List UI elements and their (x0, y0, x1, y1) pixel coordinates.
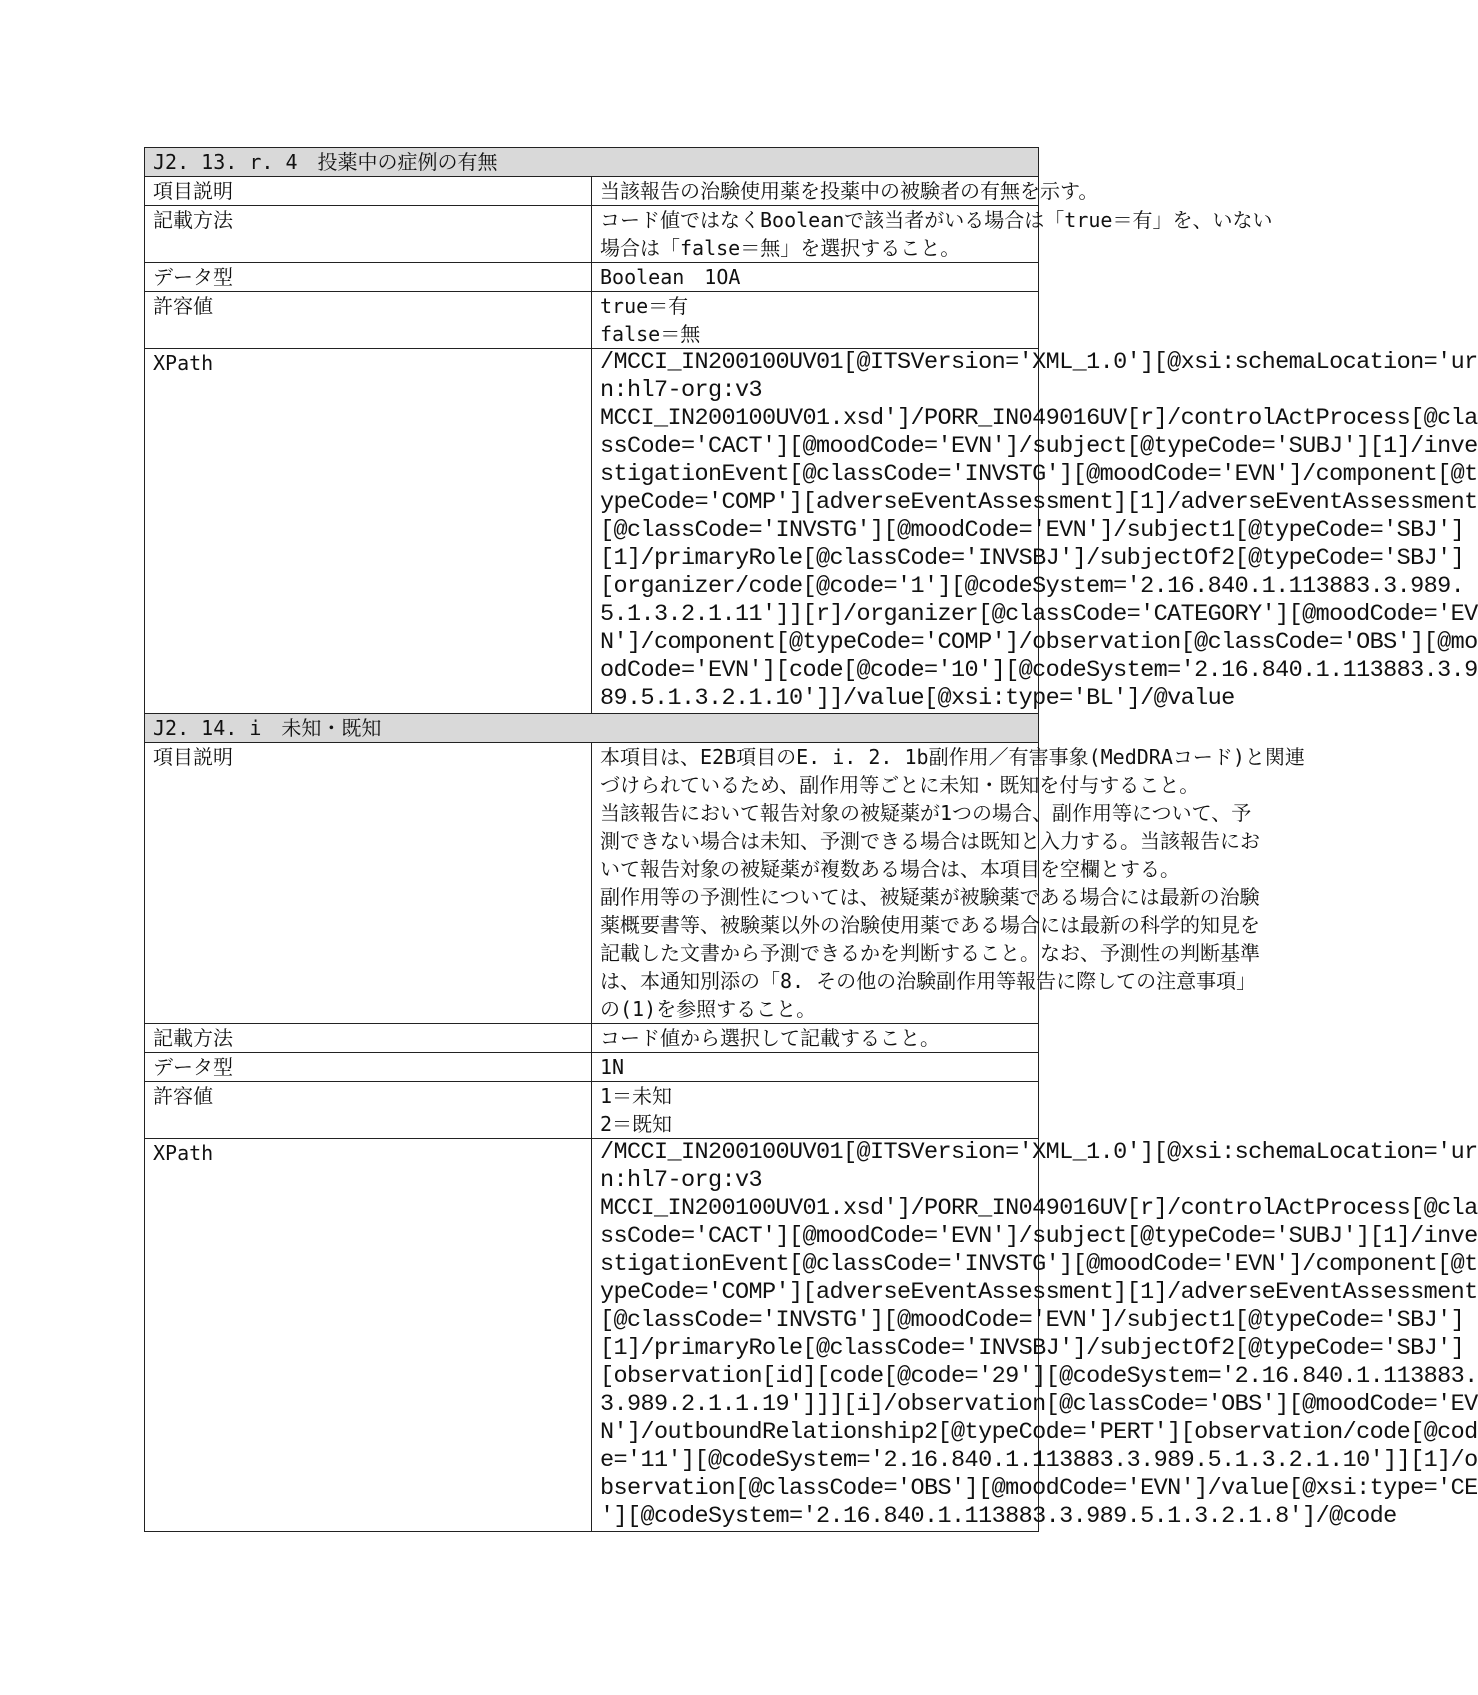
value-line: true＝有 (600, 294, 689, 318)
value-line: の(1)を参照すること。 (600, 997, 817, 1021)
table-row (145, 206, 1039, 263)
value-line: 3.989.2.1.1.19']]][i]/observation[@classCode='OBS'][@moodCode='EV (600, 1391, 1478, 1418)
value-line: は、本通知別添の「8. その他の治験副作用等報告に際しての注意事項」 (600, 969, 1257, 993)
value-line: 当該報告において報告対象の被疑薬が1つの場合、副作用等について、予 (600, 801, 1252, 825)
value-line: ypeCode='COMP'][adverseEventAssessment][1]/adverseEventAssessment (600, 1279, 1478, 1306)
row-label: 記載方法 (145, 206, 592, 263)
value-line: づけられているため、副作用等ごとに未知・既知を付与すること。 (600, 773, 1200, 797)
row-label: 記載方法 (145, 1024, 592, 1053)
value-line: 記載した文書から予測できるかを判断すること。なお、予測性の判断基準 (600, 941, 1260, 965)
section-title: J2. 13. r. 4 投薬中の症例の有無 (145, 148, 1039, 177)
value-line: stigationEvent[@classCode='INVSTG'][@moodCode='EVN']/component[@t (600, 1251, 1478, 1278)
value-line: 1N (600, 1055, 625, 1079)
value-line: コード値から選択して記載すること。 (600, 1026, 940, 1050)
table-row (145, 1024, 1039, 1053)
value-line: /MCCI_IN200100UV01[@ITSVersion='XML_1.0'][@xsi:schemaLocation='ur (600, 1139, 1478, 1166)
table-row (145, 177, 1039, 206)
section-title: J2. 14. i 未知・既知 (145, 714, 1039, 743)
row-value (592, 1139, 1478, 1532)
row-value (592, 1024, 1039, 1053)
value-line: [organizer/code[@code='1'][@codeSystem='2.16.840.1.113883.3.989. (600, 573, 1465, 600)
value-line: N']/component[@typeCode='COMP']/observation[@classCode='OBS'][@mo (600, 629, 1478, 656)
value-line: 副作用等の予測性については、被疑薬が被験薬である場合には最新の治験 (600, 885, 1260, 909)
row-value (592, 1082, 1039, 1139)
row-value (592, 743, 1305, 1024)
row-label: 許容値 (145, 1082, 592, 1139)
row-value (592, 292, 1039, 349)
value-line: ssCode='CACT'][@moodCode='EVN']/subject[@typeCode='SUBJ'][1]/inve (600, 1223, 1478, 1250)
value-line: Boolean 1OA (600, 265, 741, 289)
row-label: XPath (145, 1139, 592, 1532)
value-line: 本項目は、E2B項目のE. i. 2. 1b副作用／有害事象(MedDRAコード)と関連 (600, 745, 1305, 769)
row-label: データ型 (145, 263, 592, 292)
value-line: MCCI_IN200100UV01.xsd']/PORR_IN049016UV[r]/controlActProcess[@cla (600, 405, 1478, 432)
table-row (145, 349, 1039, 714)
value-line: stigationEvent[@classCode='INVSTG'][@moodCode='EVN']/component[@t (600, 461, 1478, 488)
value-line: 1＝未知 (600, 1084, 673, 1108)
value-line: 2＝既知 (600, 1112, 673, 1136)
value-line: 89.5.1.3.2.1.10']]/value[@xsi:type='BL']/@value (600, 685, 1235, 712)
row-label: 許容値 (145, 292, 592, 349)
table-row (145, 1082, 1039, 1139)
value-line: [@classCode='INVSTG'][@moodCode='EVN']/subject1[@typeCode='SBJ'] (600, 1307, 1465, 1334)
value-line: 測できない場合は未知、予測できる場合は既知と入力する。当該報告にお (600, 829, 1260, 853)
value-line: [1]/primaryRole[@classCode='INVSBJ']/subjectOf2[@typeCode='SBJ'] (600, 1335, 1465, 1362)
row-label: 項目説明 (145, 177, 592, 206)
row-value (592, 1053, 1039, 1082)
table-row (145, 743, 1039, 1024)
row-label: 項目説明 (145, 743, 592, 1024)
row-value (592, 349, 1478, 714)
value-line: 薬概要書等、被験薬以外の治験使用薬である場合には最新の科学的知見を (600, 913, 1260, 937)
value-line: [1]/primaryRole[@classCode='INVSBJ']/subjectOf2[@typeCode='SBJ'] (600, 545, 1465, 572)
value-line: odCode='EVN'][code[@code='10'][@codeSystem='2.16.840.1.113883.3.9 (600, 657, 1478, 684)
row-value (592, 177, 1099, 206)
value-line: n:hl7-org:v3 (600, 377, 763, 404)
table-row (145, 1139, 1039, 1532)
value-line: ypeCode='COMP'][adverseEventAssessment][1]/adverseEventAssessment (600, 489, 1478, 516)
value-line: 当該報告の治験使用薬を投薬中の被験者の有無を示す。 (600, 179, 1099, 203)
spec-table (144, 147, 1478, 1532)
value-line: いて報告対象の被疑薬が複数ある場合は、本項目を空欄とする。 (600, 857, 1180, 881)
value-line: コード値ではなくBooleanで該当者がいる場合は「true＝有」を、いない (600, 208, 1273, 232)
value-line: N']/outboundRelationship2[@typeCode='PERT'][observation/code[@cod (600, 1419, 1478, 1446)
value-line: n:hl7-org:v3 (600, 1167, 763, 1194)
row-value (592, 263, 1039, 292)
value-line: '][@codeSystem='2.16.840.1.113883.3.989.5.1.3.2.1.8']/@code (600, 1503, 1397, 1530)
table-row (145, 1053, 1039, 1082)
row-value (592, 206, 1273, 263)
value-line: e='11'][@codeSystem='2.16.840.1.113883.3.989.5.1.3.2.1.10']][1]/o (600, 1447, 1478, 1474)
table-row (145, 263, 1039, 292)
value-line: [@classCode='INVSTG'][@moodCode='EVN']/subject1[@typeCode='SBJ'] (600, 517, 1465, 544)
value-line: false＝無 (600, 322, 701, 346)
value-line: bservation[@classCode='OBS'][@moodCode='EVN']/value[@xsi:type='CE (600, 1475, 1478, 1502)
value-line: 場合は「false＝無」を選択すること。 (600, 236, 961, 260)
row-label: データ型 (145, 1053, 592, 1082)
table-row (145, 292, 1039, 349)
value-line: [observation[id][code[@code='29'][@codeSystem='2.16.840.1.113883. (600, 1363, 1478, 1390)
value-line: MCCI_IN200100UV01.xsd']/PORR_IN049016UV[r]/controlActProcess[@cla (600, 1195, 1478, 1222)
value-line: 5.1.3.2.1.11']][r]/organizer[@classCode='CATEGORY'][@moodCode='EV (600, 601, 1478, 628)
value-line: /MCCI_IN200100UV01[@ITSVersion='XML_1.0'][@xsi:schemaLocation='ur (600, 349, 1478, 376)
section-header (145, 714, 1039, 743)
row-label: XPath (145, 349, 592, 714)
value-line: ssCode='CACT'][@moodCode='EVN']/subject[@typeCode='SUBJ'][1]/inve (600, 433, 1478, 460)
section-header (145, 148, 1039, 177)
